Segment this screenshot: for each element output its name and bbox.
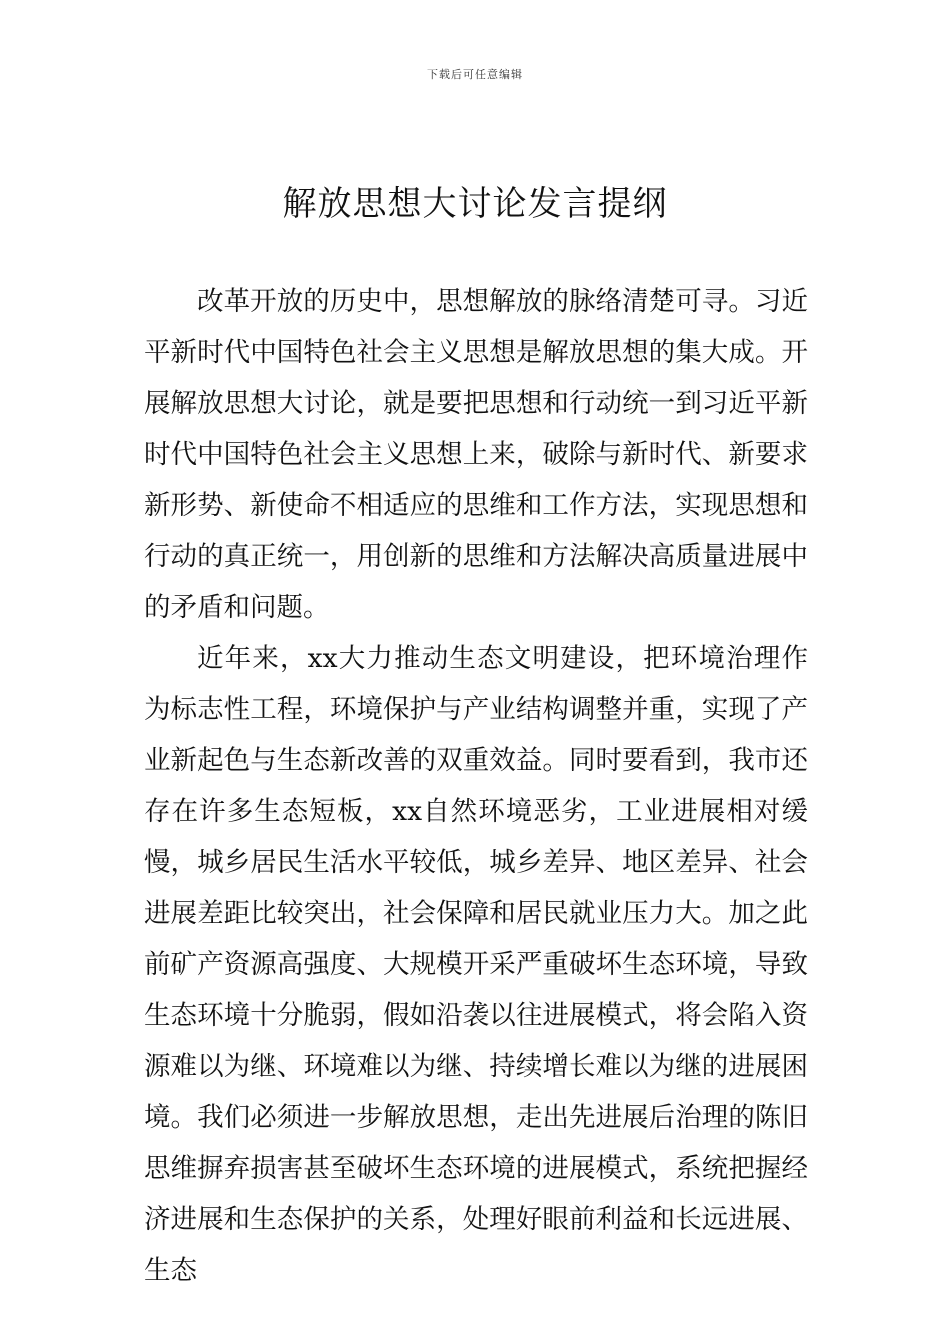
document-body [144, 276, 808, 1296]
document-title: 解放思想大讨论发言提纲 [282, 184, 668, 224]
paragraph-1: 改革开放的历史中，思想解放的脉络清楚可寻。习近平新时代中国特色社会主义思想是解放思想的集大成。开展解放思想大讨论，就是要把思想和行动统一到习近平新时代中国特色社会主义思想上来，破除与新时代、新要求新形势、新使命不相适应的思维和工作方法，实现思想和行动的真正统一，用创新的思维和方法解决高质量进展中的矛盾和问题。 [144, 286, 808, 623]
paragraph-2: 近年来，xx大力推动生态文明建设，把环境治理作为标志性工程，环境保护与产业结构调整并重，实现了产业新起色与生态新改善的双重效益。同时要看到，我市还存在许多生态短板，xx自然环境恶劣，工业进展相对缓慢，城乡居民生活水平较低，城乡差异、地区差异、社会进展差距比较突出，社会保障和居民就业压力大。加之此前矿产资源高强度、大规模开采严重破坏生态环境，导致生态环境十分脆弱，假如沿袭以往进展模式，将会陷入资源难以为继、环境难以为继、持续增长难以为继的进展困境。我们必须进一步解放思想，走出先进展后治理的陈旧思维摒弃损害甚至破坏生态环境的进展模式，系统把握经济进展和生态保护的关系，处理好眼前利益和长远进展、生态 [144, 643, 808, 1286]
header-note: 下载后可任意编辑 [427, 68, 523, 81]
